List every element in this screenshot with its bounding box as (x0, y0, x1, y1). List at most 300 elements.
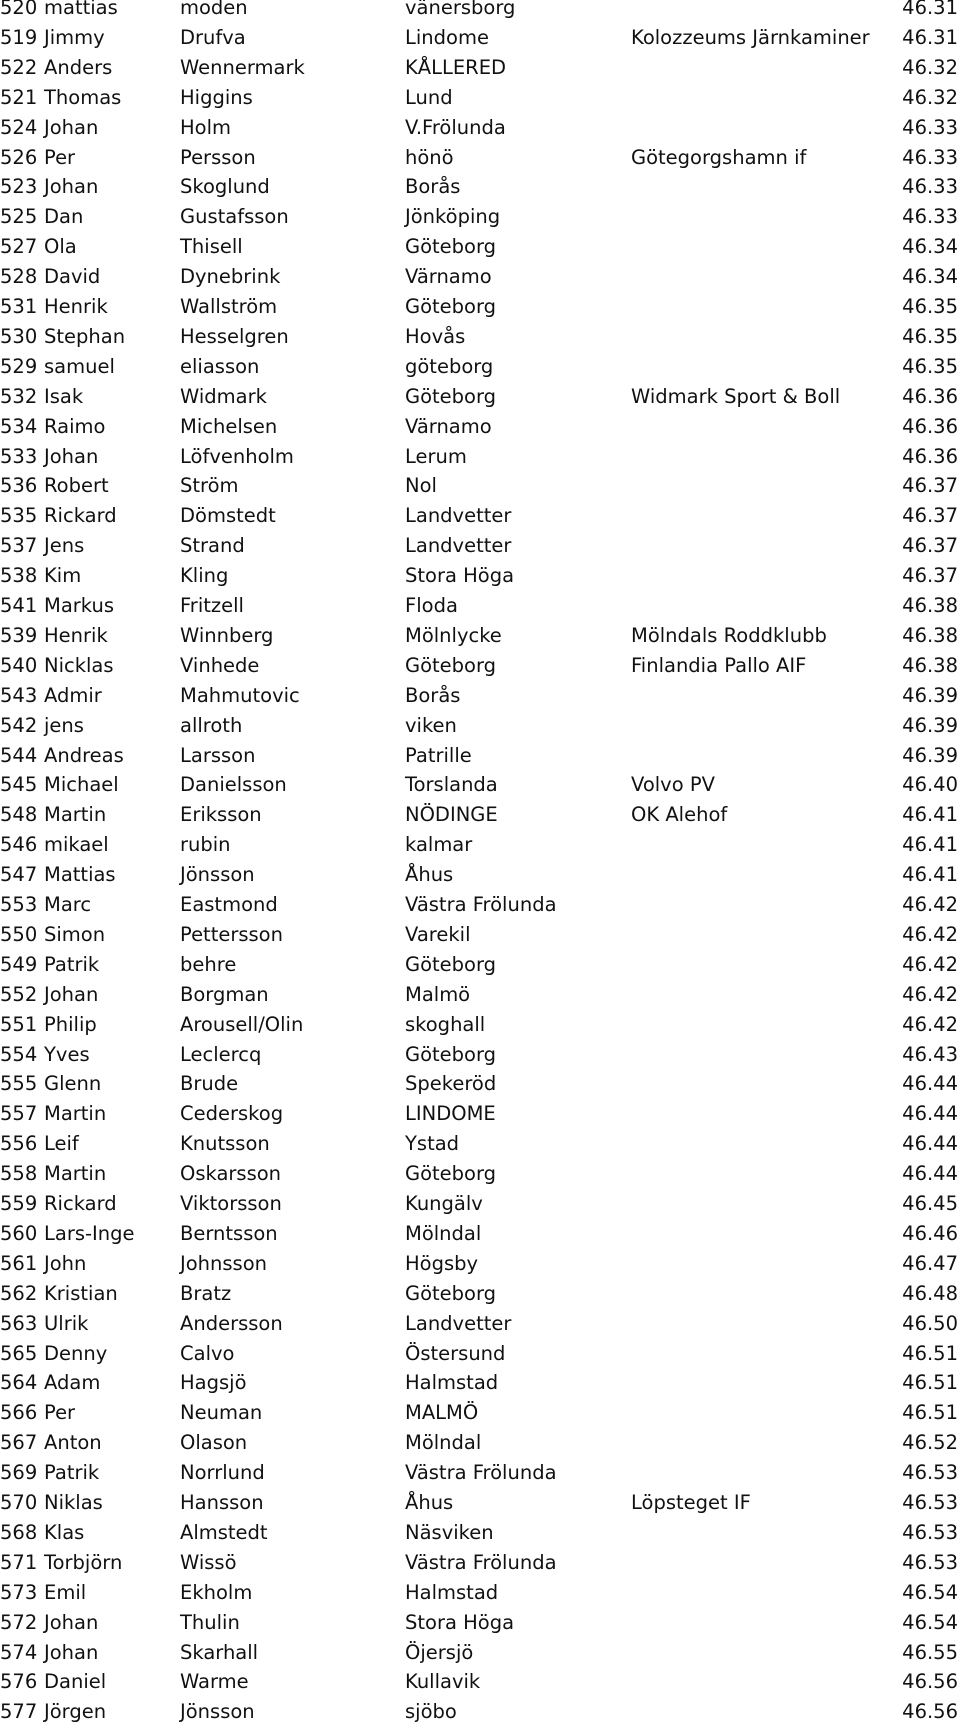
last-name-cell: Vinhede (180, 653, 260, 677)
time-cell: 46.56 (902, 1700, 958, 1724)
city-cell: viken (405, 713, 457, 737)
last-name-cell: Winnberg (180, 623, 274, 647)
table-row (0, 1428, 960, 1458)
city-cell: Halmstad (405, 1580, 499, 1604)
city-cell: Jönköping (405, 205, 501, 229)
time-cell: 46.41 (902, 833, 958, 857)
last-name-cell: Almstedt (180, 1520, 268, 1544)
time-cell: 46.38 (902, 594, 958, 617)
time-cell: 46.37 (902, 504, 958, 528)
time-cell: 46.39 (902, 743, 958, 767)
place-cell: 527 (0, 235, 38, 259)
table-row (0, 561, 960, 591)
place-cell: 530 (0, 324, 38, 348)
table-row (0, 83, 960, 113)
time-cell: 46.44 (902, 1162, 958, 1186)
time-cell: 46.41 (902, 803, 958, 827)
first-name-cell: Thomas (44, 85, 122, 109)
place-cell: 566 (0, 1401, 38, 1425)
first-name-cell: John (44, 1251, 87, 1275)
time-cell: 46.42 (902, 982, 958, 1006)
club-cell: Volvo PV (631, 773, 715, 797)
place-cell: 526 (0, 145, 38, 169)
last-name-cell: behre (180, 952, 237, 976)
table-row (0, 1488, 960, 1518)
place-cell: 568 (0, 1520, 38, 1544)
table-row (0, 621, 960, 651)
club-cell: Finlandia Pallo AIF (631, 653, 807, 677)
table-row (0, 1548, 960, 1578)
city-cell: Kullavik (405, 1670, 481, 1694)
table-row (0, 1040, 960, 1070)
time-cell: 46.43 (902, 1042, 958, 1066)
time-cell: 46.33 (902, 205, 958, 229)
place-cell: 549 (0, 952, 38, 976)
first-name-cell: Mattias (44, 863, 116, 887)
first-name-cell: Kim (44, 564, 82, 588)
place-cell: 570 (0, 1491, 38, 1514)
last-name-cell: Mahmutovic (180, 683, 300, 707)
first-name-cell: Ulrik (44, 1311, 89, 1335)
time-cell: 46.42 (902, 893, 958, 916)
table-row (0, 770, 960, 800)
place-cell: 553 (0, 893, 38, 916)
time-cell: 46.56 (902, 1670, 958, 1694)
table-row (0, 53, 960, 83)
time-cell: 46.39 (902, 713, 958, 737)
place-cell: 528 (0, 265, 38, 289)
city-cell: Göteborg (405, 952, 497, 976)
time-cell: 46.35 (902, 295, 958, 318)
city-cell: sjöbo (405, 1700, 457, 1724)
first-name-cell: Kristian (44, 1281, 118, 1305)
last-name-cell: allroth (180, 713, 243, 737)
last-name-cell: Johnsson (180, 1251, 268, 1275)
city-cell: Varekil (405, 922, 471, 946)
first-name-cell: Nicklas (44, 653, 114, 677)
table-row (0, 1398, 960, 1428)
last-name-cell: Wissö (180, 1550, 237, 1574)
table-row (0, 1129, 960, 1159)
city-cell: Stora Höga (405, 564, 515, 588)
last-name-cell: Bratz (180, 1281, 232, 1305)
first-name-cell: David (44, 265, 101, 289)
club-cell: Widmark Sport & Boll (631, 384, 841, 408)
place-cell: 537 (0, 534, 38, 558)
first-name-cell: Stephan (44, 324, 126, 348)
table-row (0, 1099, 960, 1129)
table-row (0, 651, 960, 681)
time-cell: 46.51 (902, 1341, 958, 1365)
club-cell: Mölndals Roddklubb (631, 623, 827, 647)
table-row (0, 890, 960, 920)
place-cell: 534 (0, 414, 38, 438)
last-name-cell: Ström (180, 474, 239, 498)
place-cell: 520 (0, 0, 38, 19)
first-name-cell: Rickard (44, 1192, 117, 1215)
first-name-cell: Martin (44, 803, 107, 827)
table-row (0, 591, 960, 621)
time-cell: 46.48 (902, 1281, 958, 1305)
time-cell: 46.32 (902, 55, 958, 79)
place-cell: 542 (0, 713, 38, 737)
city-cell: Hovås (405, 324, 466, 348)
table-row (0, 1697, 960, 1727)
first-name-cell: Patrik (44, 952, 100, 976)
last-name-cell: Jönsson (180, 1700, 255, 1724)
first-name-cell: Simon (44, 922, 106, 946)
table-row (0, 0, 960, 23)
city-cell: Östersund (405, 1341, 506, 1365)
city-cell: Högsby (405, 1251, 479, 1275)
time-cell: 46.53 (902, 1520, 958, 1544)
city-cell: Göteborg (405, 1042, 497, 1066)
place-cell: 550 (0, 922, 38, 946)
last-name-cell: Skarhall (180, 1640, 259, 1664)
last-name-cell: Dynebrink (180, 265, 281, 289)
last-name-cell: Olason (180, 1431, 248, 1455)
first-name-cell: mikael (44, 833, 109, 857)
city-cell: Landvetter (405, 1311, 512, 1335)
city-cell: Ystad (405, 1132, 460, 1156)
place-cell: 558 (0, 1162, 38, 1186)
table-row (0, 1368, 960, 1398)
city-cell: Lindome (405, 25, 489, 49)
last-name-cell: Knutsson (180, 1132, 270, 1156)
last-name-cell: Calvo (180, 1341, 235, 1365)
place-cell: 548 (0, 803, 38, 827)
time-cell: 46.44 (902, 1132, 958, 1156)
table-row (0, 412, 960, 442)
city-cell: LINDOME (405, 1102, 496, 1126)
city-cell: Nol (405, 474, 437, 498)
place-cell: 536 (0, 474, 38, 498)
first-name-cell: Dan (44, 205, 84, 229)
time-cell: 46.42 (902, 952, 958, 976)
last-name-cell: Eriksson (180, 803, 262, 827)
place-cell: 538 (0, 564, 38, 588)
first-name-cell: mattias (44, 0, 118, 19)
place-cell: 554 (0, 1042, 38, 1066)
first-name-cell: Ola (44, 235, 77, 259)
city-cell: göteborg (405, 354, 494, 378)
last-name-cell: Leclercq (180, 1042, 262, 1066)
table-row (0, 172, 960, 202)
table-row (0, 501, 960, 531)
first-name-cell: Isak (44, 384, 84, 408)
last-name-cell: Danielsson (180, 773, 287, 797)
first-name-cell: Anton (44, 1431, 102, 1455)
city-cell: hönö (405, 145, 454, 169)
time-cell: 46.47 (902, 1251, 958, 1275)
city-cell: Mölnlycke (405, 623, 502, 647)
city-cell: Malmö (405, 982, 471, 1006)
time-cell: 46.52 (902, 1431, 958, 1455)
time-cell: 46.37 (902, 534, 958, 558)
place-cell: 564 (0, 1371, 38, 1395)
first-name-cell: Torbjörn (44, 1550, 123, 1574)
time-cell: 46.50 (902, 1311, 958, 1335)
city-cell: vänersborg (405, 0, 516, 19)
last-name-cell: Oskarsson (180, 1162, 282, 1186)
time-cell: 46.35 (902, 324, 958, 348)
first-name-cell: Lars-Inge (44, 1221, 135, 1245)
first-name-cell: Johan (44, 444, 99, 468)
place-cell: 535 (0, 504, 38, 528)
last-name-cell: eliasson (180, 354, 260, 378)
table-row (0, 860, 960, 890)
place-cell: 559 (0, 1192, 38, 1215)
club-cell: Kolozzeums Järnkaminer (631, 25, 870, 49)
table-row (0, 1667, 960, 1697)
table-row (0, 143, 960, 173)
table-row (0, 1069, 960, 1099)
time-cell: 46.39 (902, 683, 958, 707)
table-row (0, 1578, 960, 1608)
city-cell: Floda (405, 594, 458, 617)
last-name-cell: Gustafsson (180, 205, 289, 229)
city-cell: kalmar (405, 833, 473, 857)
city-cell: Landvetter (405, 504, 512, 528)
table-row (0, 1458, 960, 1488)
time-cell: 46.46 (902, 1221, 958, 1245)
time-cell: 46.55 (902, 1640, 958, 1664)
city-cell: MALMÖ (405, 1401, 479, 1425)
city-cell: Spekeröd (405, 1072, 497, 1096)
place-cell: 574 (0, 1640, 38, 1664)
last-name-cell: Skoglund (180, 175, 270, 199)
table-row (0, 741, 960, 771)
last-name-cell: Hansson (180, 1491, 264, 1514)
time-cell: 46.51 (902, 1401, 958, 1425)
city-cell: Lerum (405, 444, 467, 468)
city-cell: Patrille (405, 743, 472, 767)
last-name-cell: Arousell/Olin (180, 1012, 304, 1036)
place-cell: 541 (0, 594, 38, 617)
first-name-cell: Per (44, 145, 76, 169)
last-name-cell: Brude (180, 1072, 239, 1096)
time-cell: 46.33 (902, 115, 958, 139)
time-cell: 46.34 (902, 235, 958, 259)
last-name-cell: Michelsen (180, 414, 278, 438)
city-cell: Borås (405, 683, 461, 707)
table-row (0, 262, 960, 292)
city-cell: Borås (405, 175, 461, 199)
time-cell: 46.33 (902, 175, 958, 199)
last-name-cell: Wallström (180, 295, 278, 318)
time-cell: 46.37 (902, 564, 958, 588)
club-cell: Löpsteget IF (631, 1491, 751, 1514)
table-row (0, 1309, 960, 1339)
place-cell: 524 (0, 115, 38, 139)
time-cell: 46.42 (902, 1012, 958, 1036)
place-cell: 573 (0, 1580, 38, 1604)
table-row (0, 1219, 960, 1249)
time-cell: 46.36 (902, 384, 958, 408)
city-cell: NÖDINGE (405, 803, 498, 827)
last-name-cell: Widmark (180, 384, 267, 408)
first-name-cell: Emil (44, 1580, 87, 1604)
place-cell: 577 (0, 1700, 38, 1724)
time-cell: 46.45 (902, 1192, 958, 1215)
last-name-cell: Hagsjö (180, 1371, 247, 1395)
city-cell: Göteborg (405, 1281, 497, 1305)
place-cell: 569 (0, 1461, 38, 1485)
city-cell: skoghall (405, 1012, 486, 1036)
table-row (0, 1638, 960, 1668)
place-cell: 533 (0, 444, 38, 468)
last-name-cell: Holm (180, 115, 232, 139)
place-cell: 563 (0, 1311, 38, 1335)
city-cell: Västra Frölunda (405, 1461, 557, 1485)
first-name-cell: Johan (44, 1610, 99, 1634)
first-name-cell: Johan (44, 982, 99, 1006)
first-name-cell: Michael (44, 773, 119, 797)
place-cell: 557 (0, 1102, 38, 1126)
place-cell: 539 (0, 623, 38, 647)
last-name-cell: Borgman (180, 982, 269, 1006)
city-cell: Västra Frölunda (405, 893, 557, 916)
city-cell: Göteborg (405, 1162, 497, 1186)
first-name-cell: Daniel (44, 1670, 107, 1694)
table-row (0, 322, 960, 352)
table-row (0, 531, 960, 561)
city-cell: Landvetter (405, 534, 512, 558)
time-cell: 46.38 (902, 623, 958, 647)
last-name-cell: Hesselgren (180, 324, 289, 348)
table-row (0, 1608, 960, 1638)
city-cell: Näsviken (405, 1520, 494, 1544)
place-cell: 544 (0, 743, 38, 767)
time-cell: 46.35 (902, 354, 958, 378)
city-cell: Torslanda (405, 773, 498, 797)
time-cell: 46.41 (902, 863, 958, 887)
last-name-cell: Larsson (180, 743, 256, 767)
first-name-cell: jens (44, 713, 84, 737)
table-row (0, 23, 960, 53)
city-cell: Värnamo (405, 414, 492, 438)
place-cell: 572 (0, 1610, 38, 1634)
last-name-cell: Norrlund (180, 1461, 265, 1485)
table-row (0, 382, 960, 412)
place-cell: 523 (0, 175, 38, 199)
place-cell: 562 (0, 1281, 38, 1305)
first-name-cell: Glenn (44, 1072, 102, 1096)
time-cell: 46.53 (902, 1491, 958, 1514)
first-name-cell: Leif (44, 1132, 79, 1156)
place-cell: 521 (0, 85, 38, 109)
last-name-cell: rubin (180, 833, 231, 857)
first-name-cell: Admir (44, 683, 102, 707)
first-name-cell: Martin (44, 1162, 107, 1186)
first-name-cell: Johan (44, 1640, 99, 1664)
first-name-cell: Jimmy (44, 25, 105, 49)
time-cell: 46.40 (902, 773, 958, 797)
last-name-cell: Pettersson (180, 922, 283, 946)
last-name-cell: Drufva (180, 25, 246, 49)
city-cell: Värnamo (405, 265, 492, 289)
club-cell: Götegorgshamn if (631, 145, 807, 169)
table-row (0, 1279, 960, 1309)
first-name-cell: Anders (44, 55, 113, 79)
last-name-cell: Kling (180, 564, 229, 588)
table-row (0, 471, 960, 501)
place-cell: 561 (0, 1251, 38, 1275)
table-row (0, 1010, 960, 1040)
last-name-cell: Thisell (180, 235, 243, 259)
club-cell: OK Alehof (631, 803, 728, 827)
place-cell: 556 (0, 1132, 38, 1156)
time-cell: 46.37 (902, 474, 958, 498)
table-row (0, 830, 960, 860)
last-name-cell: Löfvenholm (180, 444, 294, 468)
table-row (0, 711, 960, 741)
last-name-cell: Higgins (180, 85, 253, 109)
time-cell: 46.53 (902, 1550, 958, 1574)
table-row (0, 980, 960, 1010)
place-cell: 540 (0, 653, 38, 677)
place-cell: 576 (0, 1670, 38, 1694)
table-row (0, 1159, 960, 1189)
last-name-cell: Jönsson (180, 863, 255, 887)
last-name-cell: Warme (180, 1670, 249, 1694)
city-cell: Göteborg (405, 384, 497, 408)
city-cell: Kungälv (405, 1192, 483, 1215)
first-name-cell: samuel (44, 354, 115, 378)
first-name-cell: Denny (44, 1341, 108, 1365)
place-cell: 529 (0, 354, 38, 378)
first-name-cell: Henrik (44, 295, 108, 318)
place-cell: 571 (0, 1550, 38, 1574)
last-name-cell: Viktorsson (180, 1192, 282, 1215)
place-cell: 525 (0, 205, 38, 229)
city-cell: Stora Höga (405, 1610, 515, 1634)
last-name-cell: Wennermark (180, 55, 305, 79)
city-cell: Göteborg (405, 653, 497, 677)
time-cell: 46.54 (902, 1610, 958, 1634)
last-name-cell: moden (180, 0, 248, 19)
last-name-cell: Dömstedt (180, 504, 276, 528)
first-name-cell: Patrik (44, 1461, 100, 1485)
time-cell: 46.36 (902, 414, 958, 438)
first-name-cell: Jörgen (44, 1700, 107, 1724)
table-row (0, 950, 960, 980)
time-cell: 46.54 (902, 1580, 958, 1604)
time-cell: 46.36 (902, 444, 958, 468)
city-cell: Öjersjö (405, 1640, 474, 1664)
time-cell: 46.53 (902, 1461, 958, 1485)
place-cell: 552 (0, 982, 38, 1006)
table-row (0, 1249, 960, 1279)
time-cell: 46.31 (902, 0, 958, 19)
first-name-cell: Andreas (44, 743, 124, 767)
city-cell: Åhus (405, 863, 454, 887)
city-cell: Mölndal (405, 1431, 482, 1455)
first-name-cell: Adam (44, 1371, 101, 1395)
first-name-cell: Raimo (44, 414, 106, 438)
last-name-cell: Fritzell (180, 594, 244, 617)
place-cell: 543 (0, 683, 38, 707)
first-name-cell: Klas (44, 1520, 85, 1544)
place-cell: 547 (0, 863, 38, 887)
table-row (0, 442, 960, 472)
place-cell: 567 (0, 1431, 38, 1455)
last-name-cell: Ekholm (180, 1580, 253, 1604)
first-name-cell: Jens (44, 534, 85, 558)
first-name-cell: Martin (44, 1102, 107, 1126)
first-name-cell: Robert (44, 474, 109, 498)
table-row (0, 352, 960, 382)
